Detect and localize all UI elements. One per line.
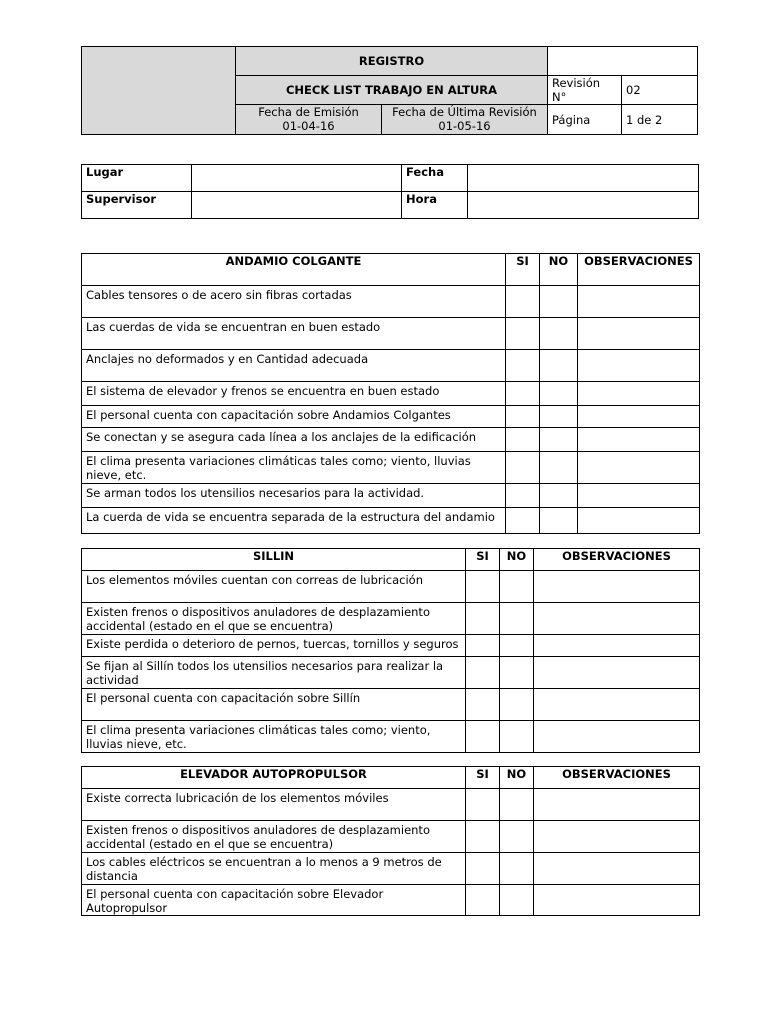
emision-value: 01-04-16	[282, 119, 335, 133]
logo-area	[82, 47, 236, 135]
checklist-item: Existe perdida o deterioro de pernos, tuercas, tornillos y seguros	[82, 635, 466, 657]
si-cell[interactable]	[506, 406, 540, 428]
obs-cell[interactable]	[578, 428, 700, 452]
pagina-label: Página	[548, 105, 622, 135]
checklist-sillin	[81, 548, 700, 753]
no-cell[interactable]	[500, 885, 534, 916]
section-title: ANDAMIO COLGANTE	[82, 254, 506, 286]
si-cell[interactable]	[506, 428, 540, 452]
checklist-elevador-autopropulsor	[81, 766, 700, 916]
obs-cell[interactable]	[578, 286, 700, 318]
checklist-item: El clima presenta variaciones climáticas tales como; viento, lluvias nieve, etc.	[82, 452, 506, 484]
si-cell[interactable]	[506, 382, 540, 406]
no-cell[interactable]	[500, 721, 534, 753]
si-cell[interactable]	[466, 885, 500, 916]
si-cell[interactable]	[466, 853, 500, 885]
obs-cell[interactable]	[534, 821, 700, 853]
si-cell[interactable]	[506, 318, 540, 350]
observaciones-header: OBSERVACIONES	[534, 767, 700, 789]
obs-cell[interactable]	[534, 721, 700, 753]
checklist-item: Los elementos móviles cuentan con correas de lubricación	[82, 571, 466, 603]
checklist-item: El personal cuenta con capacitación sobre Elevador Autopropulsor	[82, 885, 466, 916]
si-cell[interactable]	[506, 508, 540, 534]
lugar-label: Lugar	[82, 165, 192, 192]
si-header: SI	[506, 254, 540, 286]
checklist-item: Existe correcta lubricación de los elementos móviles	[82, 789, 466, 821]
no-header: NO	[500, 549, 534, 571]
document-title: CHECK LIST TRABAJO EN ALTURA	[236, 76, 548, 105]
no-cell[interactable]	[540, 406, 578, 428]
checklist-item: El personal cuenta con capacitación sobre Andamios Colgantes	[82, 406, 506, 428]
si-cell[interactable]	[466, 821, 500, 853]
si-cell[interactable]	[466, 635, 500, 657]
no-cell[interactable]	[500, 789, 534, 821]
si-cell[interactable]	[466, 571, 500, 603]
hora-field[interactable]	[468, 192, 699, 219]
section-title: SILLIN	[82, 549, 466, 571]
obs-cell[interactable]	[578, 508, 700, 534]
checklist-item: El sistema de elevador y frenos se encuentra en buen estado	[82, 382, 506, 406]
obs-cell[interactable]	[534, 603, 700, 635]
fecha-label: Fecha	[402, 165, 468, 192]
checklist-item: El personal cuenta con capacitación sobre Sillín	[82, 689, 466, 721]
obs-cell[interactable]	[578, 350, 700, 382]
obs-cell[interactable]	[534, 657, 700, 689]
si-header: SI	[466, 767, 500, 789]
observaciones-header: OBSERVACIONES	[534, 549, 700, 571]
no-cell[interactable]	[540, 428, 578, 452]
no-cell[interactable]	[540, 382, 578, 406]
obs-cell[interactable]	[578, 382, 700, 406]
obs-cell[interactable]	[534, 885, 700, 916]
si-header: SI	[466, 549, 500, 571]
obs-cell[interactable]	[578, 484, 700, 508]
checklist-item: Se arman todos los utensilios necesarios para la actividad.	[82, 484, 506, 508]
lugar-field[interactable]	[192, 165, 402, 192]
si-cell[interactable]	[506, 484, 540, 508]
revision-label: Revisión N°	[548, 76, 622, 105]
header-blank-cell	[548, 47, 698, 76]
si-cell[interactable]	[466, 689, 500, 721]
obs-cell[interactable]	[578, 318, 700, 350]
checklist-item: Existen frenos o dispositivos anuladores de desplazamiento accidental (estado en el que se encuentra)	[82, 821, 466, 853]
si-cell[interactable]	[466, 603, 500, 635]
checklist-item: El clima presenta variaciones climáticas tales como; viento, lluvias nieve, etc.	[82, 721, 466, 753]
si-cell[interactable]	[466, 789, 500, 821]
no-cell[interactable]	[500, 821, 534, 853]
obs-cell[interactable]	[534, 635, 700, 657]
registro-label: REGISTRO	[236, 47, 548, 76]
hora-label: Hora	[402, 192, 468, 219]
checklist-item: La cuerda de vida se encuentra separada de la estructura del andamio	[82, 508, 506, 534]
si-cell[interactable]	[466, 721, 500, 753]
no-cell[interactable]	[540, 318, 578, 350]
obs-cell[interactable]	[534, 789, 700, 821]
checklist-item: Anclajes no deformados y en Cantidad adecuada	[82, 350, 506, 382]
section-title: ELEVADOR AUTOPROPULSOR	[82, 767, 466, 789]
no-cell[interactable]	[500, 571, 534, 603]
si-cell[interactable]	[506, 350, 540, 382]
no-cell[interactable]	[500, 689, 534, 721]
supervisor-field[interactable]	[192, 192, 402, 219]
obs-cell[interactable]	[534, 689, 700, 721]
no-cell[interactable]	[540, 508, 578, 534]
no-cell[interactable]	[500, 853, 534, 885]
checklist-andamio-colgante	[81, 253, 700, 534]
obs-cell[interactable]	[578, 452, 700, 484]
observaciones-header: OBSERVACIONES	[578, 254, 700, 286]
document-header	[81, 46, 698, 135]
fecha-field[interactable]	[468, 165, 699, 192]
obs-cell[interactable]	[534, 571, 700, 603]
no-cell[interactable]	[500, 657, 534, 689]
revision-value: 02	[622, 76, 698, 105]
emision-label: Fecha de Emisión	[258, 105, 359, 119]
no-cell[interactable]	[500, 635, 534, 657]
checklist-item: Se fijan al Sillín todos los utensilios necesarios para realizar la actividad	[82, 657, 466, 689]
obs-cell[interactable]	[578, 406, 700, 428]
obs-cell[interactable]	[534, 853, 700, 885]
info-table	[81, 164, 699, 219]
ultima-revision-value: 01-05-16	[438, 119, 491, 133]
pagina-value: 1 de 2	[622, 105, 698, 135]
si-cell[interactable]	[466, 657, 500, 689]
checklist-item: Existen frenos o dispositivos anuladores de desplazamiento accidental (estado en el que se encuentra)	[82, 603, 466, 635]
si-cell[interactable]	[506, 452, 540, 484]
si-cell[interactable]	[506, 286, 540, 318]
no-header: NO	[540, 254, 578, 286]
checklist-item: Cables tensores o de acero sin fibras cortadas	[82, 286, 506, 318]
supervisor-label: Supervisor	[82, 192, 192, 219]
no-cell[interactable]	[540, 286, 578, 318]
no-cell[interactable]	[540, 350, 578, 382]
checklist-item: Se conectan y se asegura cada línea a los anclajes de la edificación	[82, 428, 506, 452]
ultima-revision-label: Fecha de Última Revisión	[392, 105, 537, 119]
no-cell[interactable]	[540, 452, 578, 484]
checklist-item: Los cables eléctricos se encuentran a lo menos a 9 metros de distancia	[82, 853, 466, 885]
checklist-item: Las cuerdas de vida se encuentran en buen estado	[82, 318, 506, 350]
no-cell[interactable]	[500, 603, 534, 635]
no-cell[interactable]	[540, 484, 578, 508]
no-header: NO	[500, 767, 534, 789]
